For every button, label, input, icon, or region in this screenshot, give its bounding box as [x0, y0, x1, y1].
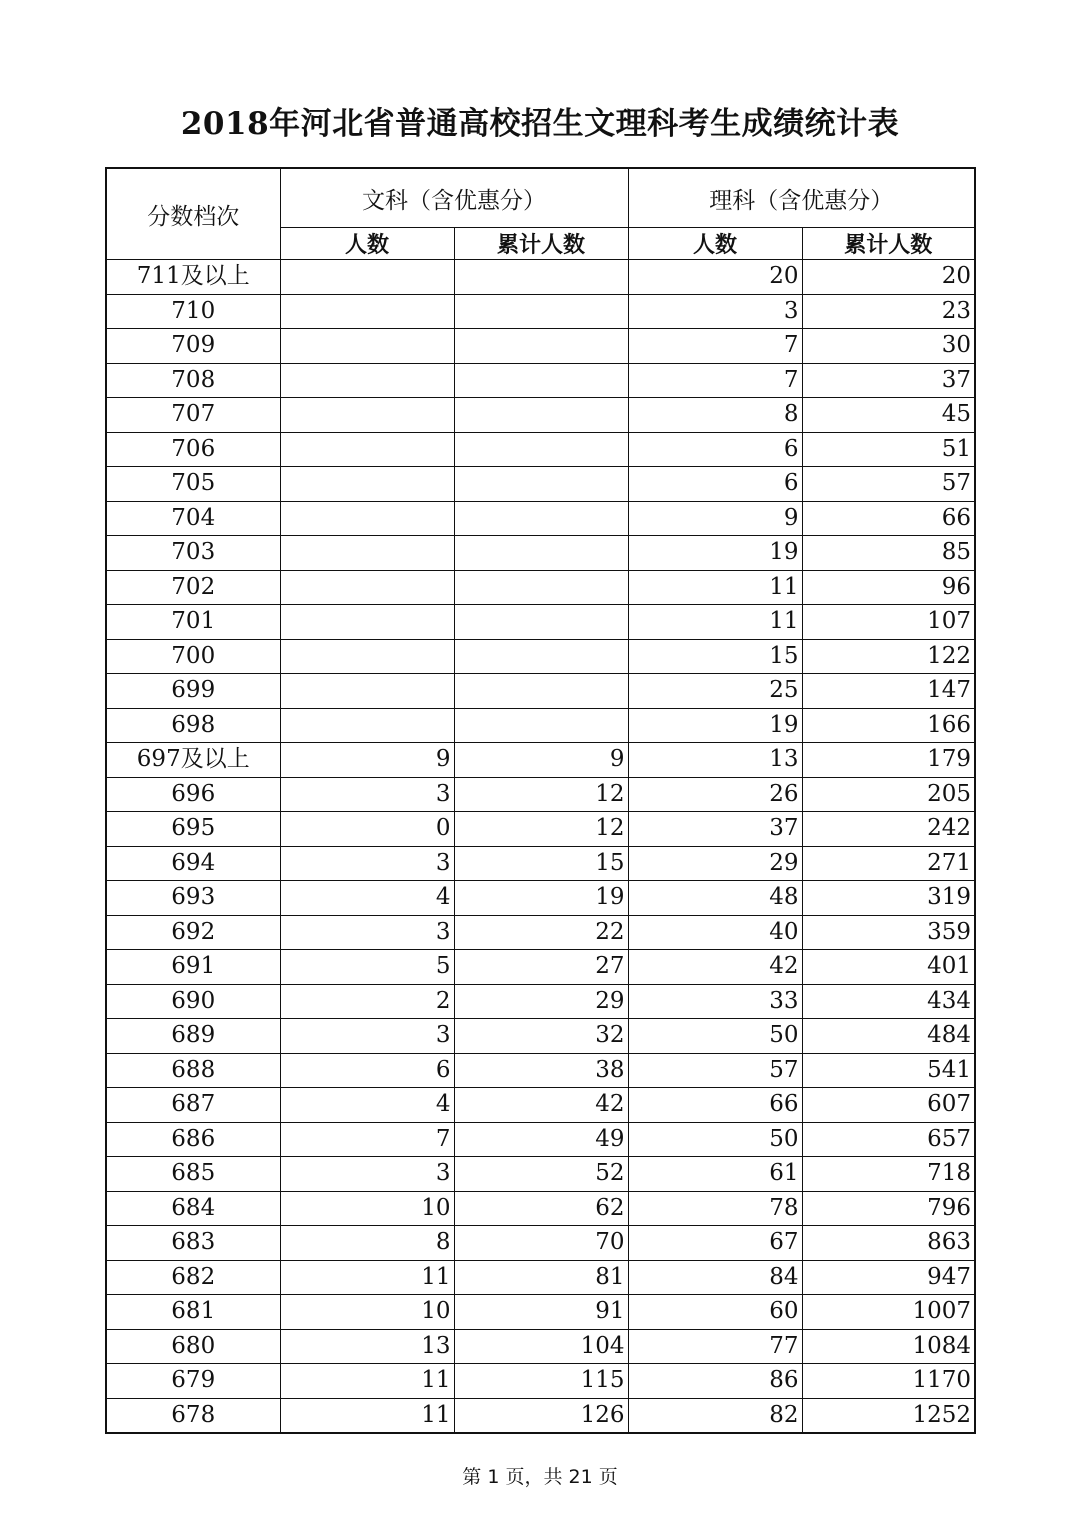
science-cumulative-cell: 205	[802, 777, 975, 812]
score-level-cell: 679	[106, 1364, 280, 1399]
liberal-arts-cumulative-cell: 27	[454, 950, 628, 985]
liberal-arts-count-cell: 4	[280, 881, 454, 916]
science-count-cell: 78	[628, 1191, 802, 1226]
table-body	[106, 260, 975, 1434]
science-cumulative-cell: 30	[802, 329, 975, 364]
science-cumulative-cell: 718	[802, 1157, 975, 1192]
science-cumulative-cell: 242	[802, 812, 975, 847]
table-row	[106, 1260, 975, 1295]
liberal-arts-count-cell: 3	[280, 777, 454, 812]
science-count-cell: 26	[628, 777, 802, 812]
liberal-arts-count-cell	[280, 432, 454, 467]
score-level-cell: 702	[106, 570, 280, 605]
liberal-arts-count-cell: 3	[280, 915, 454, 950]
science-cumulative-cell: 147	[802, 674, 975, 709]
liberal-arts-cumulative-cell: 49	[454, 1122, 628, 1157]
liberal-arts-count-cell: 5	[280, 950, 454, 985]
liberal-arts-cumulative-cell	[454, 260, 628, 295]
liberal-arts-cumulative-cell	[454, 398, 628, 433]
liberal-arts-count-cell	[280, 605, 454, 640]
science-count-cell: 50	[628, 1122, 802, 1157]
science-count-cell: 15	[628, 639, 802, 674]
science-header: 理科（含优惠分）	[628, 168, 975, 228]
science-count-cell: 7	[628, 363, 802, 398]
liberal-arts-cumulative-cell: 15	[454, 846, 628, 881]
liberal-arts-count-cell	[280, 536, 454, 571]
table-row	[106, 812, 975, 847]
score-level-cell: 694	[106, 846, 280, 881]
science-cumulative-cell: 657	[802, 1122, 975, 1157]
liberal-arts-cumulative-cell	[454, 501, 628, 536]
science-cumulative-cell: 434	[802, 984, 975, 1019]
science-count-cell: 13	[628, 743, 802, 778]
score-level-cell: 695	[106, 812, 280, 847]
science-cumulative-cell: 319	[802, 881, 975, 916]
table-row	[106, 1053, 975, 1088]
table-row	[106, 1398, 975, 1433]
science-cumulative-cell: 96	[802, 570, 975, 605]
liberal-arts-cumulative-cell	[454, 605, 628, 640]
table-row	[106, 950, 975, 985]
science-count-cell: 82	[628, 1398, 802, 1433]
science-count-cell: 42	[628, 950, 802, 985]
science-count-cell: 8	[628, 398, 802, 433]
score-level-cell: 700	[106, 639, 280, 674]
science-count-cell: 3	[628, 294, 802, 329]
table-row	[106, 777, 975, 812]
table-row	[106, 1088, 975, 1123]
liberal-arts-cumulative-cell	[454, 432, 628, 467]
liberal-arts-cumulative-cell: 22	[454, 915, 628, 950]
science-count-cell: 50	[628, 1019, 802, 1054]
liberal-arts-cumulative-cell: 52	[454, 1157, 628, 1192]
science-cumulative-cell: 122	[802, 639, 975, 674]
liberal-arts-count-cell	[280, 398, 454, 433]
liberal-arts-count-cell	[280, 708, 454, 743]
liberal-arts-cumulative-cell: 81	[454, 1260, 628, 1295]
liberal-arts-cumulative-cell	[454, 363, 628, 398]
score-level-cell: 692	[106, 915, 280, 950]
page-footer: 第 1 页，共 21 页	[462, 1466, 618, 1488]
science-cumulative-cell: 1252	[802, 1398, 975, 1433]
score-level-cell: 678	[106, 1398, 280, 1433]
score-level-cell: 689	[106, 1019, 280, 1054]
table-row	[106, 674, 975, 709]
liberal-arts-count-cell: 3	[280, 1157, 454, 1192]
science-cumulative-header: 累计人数	[802, 228, 975, 260]
science-cumulative-cell: 359	[802, 915, 975, 950]
page-title: 2018年河北省普通高校招生文理科考生成绩统计表	[180, 106, 900, 142]
liberal-arts-count-cell: 6	[280, 1053, 454, 1088]
science-count-cell: 25	[628, 674, 802, 709]
liberal-arts-cumulative-cell: 104	[454, 1329, 628, 1364]
liberal-arts-count-cell: 13	[280, 1329, 454, 1364]
science-count-cell: 6	[628, 432, 802, 467]
score-level-header: 分数档次	[106, 168, 280, 260]
table-row	[106, 1019, 975, 1054]
liberal-arts-count-cell: 10	[280, 1295, 454, 1330]
science-cumulative-cell: 85	[802, 536, 975, 571]
table-row	[106, 1226, 975, 1261]
score-level-cell: 709	[106, 329, 280, 364]
table-row	[106, 743, 975, 778]
liberal-arts-count-cell: 11	[280, 1364, 454, 1399]
table-row	[106, 1191, 975, 1226]
table-row	[106, 1364, 975, 1399]
liberal-arts-count-cell	[280, 639, 454, 674]
liberal-arts-cumulative-cell	[454, 639, 628, 674]
science-count-cell: 84	[628, 1260, 802, 1295]
score-level-cell: 690	[106, 984, 280, 1019]
liberal-arts-count-cell	[280, 674, 454, 709]
liberal-arts-count-cell: 9	[280, 743, 454, 778]
liberal-arts-cumulative-cell	[454, 329, 628, 364]
liberal-arts-cumulative-cell: 9	[454, 743, 628, 778]
score-level-cell: 698	[106, 708, 280, 743]
science-cumulative-cell: 23	[802, 294, 975, 329]
science-cumulative-cell: 37	[802, 363, 975, 398]
liberal-arts-count-cell: 11	[280, 1398, 454, 1433]
liberal-arts-cumulative-cell	[454, 570, 628, 605]
score-level-cell: 701	[106, 605, 280, 640]
science-cumulative-cell: 607	[802, 1088, 975, 1123]
science-count-cell: 66	[628, 1088, 802, 1123]
score-level-cell: 688	[106, 1053, 280, 1088]
liberal-arts-cumulative-cell: 115	[454, 1364, 628, 1399]
table-row	[106, 570, 975, 605]
science-count-cell: 19	[628, 536, 802, 571]
liberal-arts-count-cell	[280, 363, 454, 398]
score-level-cell: 696	[106, 777, 280, 812]
table-row	[106, 881, 975, 916]
science-cumulative-cell: 1007	[802, 1295, 975, 1330]
liberal-arts-cumulative-cell: 62	[454, 1191, 628, 1226]
score-level-cell: 703	[106, 536, 280, 571]
liberal-arts-cumulative-cell	[454, 674, 628, 709]
score-level-cell: 706	[106, 432, 280, 467]
table-row	[106, 1157, 975, 1192]
table-row	[106, 536, 975, 571]
science-count-cell: 11	[628, 570, 802, 605]
score-level-cell: 699	[106, 674, 280, 709]
science-cumulative-cell: 1170	[802, 1364, 975, 1399]
science-count-cell: 57	[628, 1053, 802, 1088]
liberal-arts-cumulative-cell	[454, 294, 628, 329]
science-cumulative-cell: 484	[802, 1019, 975, 1054]
science-count-cell: 40	[628, 915, 802, 950]
table-row	[106, 501, 975, 536]
science-count-cell: 61	[628, 1157, 802, 1192]
table-row	[106, 639, 975, 674]
liberal-arts-cumulative-cell: 19	[454, 881, 628, 916]
score-statistics-table	[105, 167, 976, 1434]
liberal-arts-count-cell	[280, 329, 454, 364]
liberal-arts-count-cell: 3	[280, 1019, 454, 1054]
table-row	[106, 1329, 975, 1364]
science-cumulative-cell: 947	[802, 1260, 975, 1295]
science-count-cell: 20	[628, 260, 802, 295]
science-cumulative-cell: 45	[802, 398, 975, 433]
score-level-cell: 711及以上	[106, 260, 280, 295]
science-cumulative-cell: 51	[802, 432, 975, 467]
science-count-cell: 60	[628, 1295, 802, 1330]
score-level-cell: 693	[106, 881, 280, 916]
science-count-cell: 6	[628, 467, 802, 502]
score-level-cell: 705	[106, 467, 280, 502]
table-row	[106, 1122, 975, 1157]
table-row	[106, 467, 975, 502]
science-cumulative-cell: 20	[802, 260, 975, 295]
liberal-arts-cumulative-cell: 32	[454, 1019, 628, 1054]
table-row	[106, 846, 975, 881]
score-level-cell: 691	[106, 950, 280, 985]
liberal-arts-count-cell	[280, 467, 454, 502]
science-cumulative-cell: 796	[802, 1191, 975, 1226]
score-level-cell: 707	[106, 398, 280, 433]
score-level-cell: 683	[106, 1226, 280, 1261]
science-count-cell: 19	[628, 708, 802, 743]
science-count-cell: 29	[628, 846, 802, 881]
science-cumulative-cell: 863	[802, 1226, 975, 1261]
science-cumulative-cell: 541	[802, 1053, 975, 1088]
science-cumulative-cell: 66	[802, 501, 975, 536]
science-cumulative-cell: 401	[802, 950, 975, 985]
score-level-cell: 687	[106, 1088, 280, 1123]
liberal-arts-count-cell: 11	[280, 1260, 454, 1295]
liberal-arts-cumulative-cell	[454, 536, 628, 571]
science-cumulative-cell: 1084	[802, 1329, 975, 1364]
science-count-cell: 48	[628, 881, 802, 916]
science-count-cell: 37	[628, 812, 802, 847]
liberal-arts-cumulative-cell: 70	[454, 1226, 628, 1261]
liberal-arts-count-cell: 2	[280, 984, 454, 1019]
science-count-cell: 86	[628, 1364, 802, 1399]
score-level-cell: 684	[106, 1191, 280, 1226]
score-level-cell: 681	[106, 1295, 280, 1330]
liberal-arts-cumulative-cell	[454, 467, 628, 502]
science-cumulative-cell: 271	[802, 846, 975, 881]
table-header	[106, 168, 975, 260]
liberal-arts-count-cell	[280, 294, 454, 329]
table-row	[106, 260, 975, 295]
liberal-arts-cumulative-cell: 126	[454, 1398, 628, 1433]
liberal-arts-cumulative-cell: 12	[454, 777, 628, 812]
score-level-cell: 685	[106, 1157, 280, 1192]
score-level-cell: 686	[106, 1122, 280, 1157]
science-count-cell: 67	[628, 1226, 802, 1261]
score-level-cell: 680	[106, 1329, 280, 1364]
score-level-cell: 697及以上	[106, 743, 280, 778]
science-count-cell: 33	[628, 984, 802, 1019]
liberal-arts-header: 文科（含优惠分）	[280, 168, 628, 228]
table-row	[106, 294, 975, 329]
liberal-arts-cumulative-cell: 42	[454, 1088, 628, 1123]
science-cumulative-cell: 107	[802, 605, 975, 640]
table-row	[106, 432, 975, 467]
liberal-arts-cumulative-cell: 91	[454, 1295, 628, 1330]
table-row	[106, 984, 975, 1019]
science-count-cell: 9	[628, 501, 802, 536]
table-row	[106, 398, 975, 433]
liberal-arts-count-cell	[280, 501, 454, 536]
science-cumulative-cell: 179	[802, 743, 975, 778]
liberal-arts-count-cell: 3	[280, 846, 454, 881]
science-cumulative-cell: 57	[802, 467, 975, 502]
score-level-cell: 708	[106, 363, 280, 398]
liberal-arts-cumulative-cell: 38	[454, 1053, 628, 1088]
science-count-cell: 11	[628, 605, 802, 640]
liberal-arts-cumulative-cell: 12	[454, 812, 628, 847]
liberal-arts-count-cell: 8	[280, 1226, 454, 1261]
liberal-arts-count-cell: 10	[280, 1191, 454, 1226]
score-level-cell: 704	[106, 501, 280, 536]
science-count-header: 人数	[628, 228, 802, 260]
table-row	[106, 329, 975, 364]
table-row	[106, 1295, 975, 1330]
liberal-arts-count-cell	[280, 260, 454, 295]
table-row	[106, 605, 975, 640]
liberal-arts-count-cell: 7	[280, 1122, 454, 1157]
science-count-cell: 7	[628, 329, 802, 364]
liberal-arts-count-cell: 4	[280, 1088, 454, 1123]
liberal-arts-cumulative-header: 累计人数	[454, 228, 628, 260]
liberal-arts-count-cell: 0	[280, 812, 454, 847]
liberal-arts-cumulative-cell	[454, 708, 628, 743]
liberal-arts-cumulative-cell: 29	[454, 984, 628, 1019]
table-row	[106, 915, 975, 950]
science-count-cell: 77	[628, 1329, 802, 1364]
table-row	[106, 363, 975, 398]
liberal-arts-count-header: 人数	[280, 228, 454, 260]
science-cumulative-cell: 166	[802, 708, 975, 743]
score-level-cell: 710	[106, 294, 280, 329]
liberal-arts-count-cell	[280, 570, 454, 605]
table-row	[106, 708, 975, 743]
score-level-cell: 682	[106, 1260, 280, 1295]
